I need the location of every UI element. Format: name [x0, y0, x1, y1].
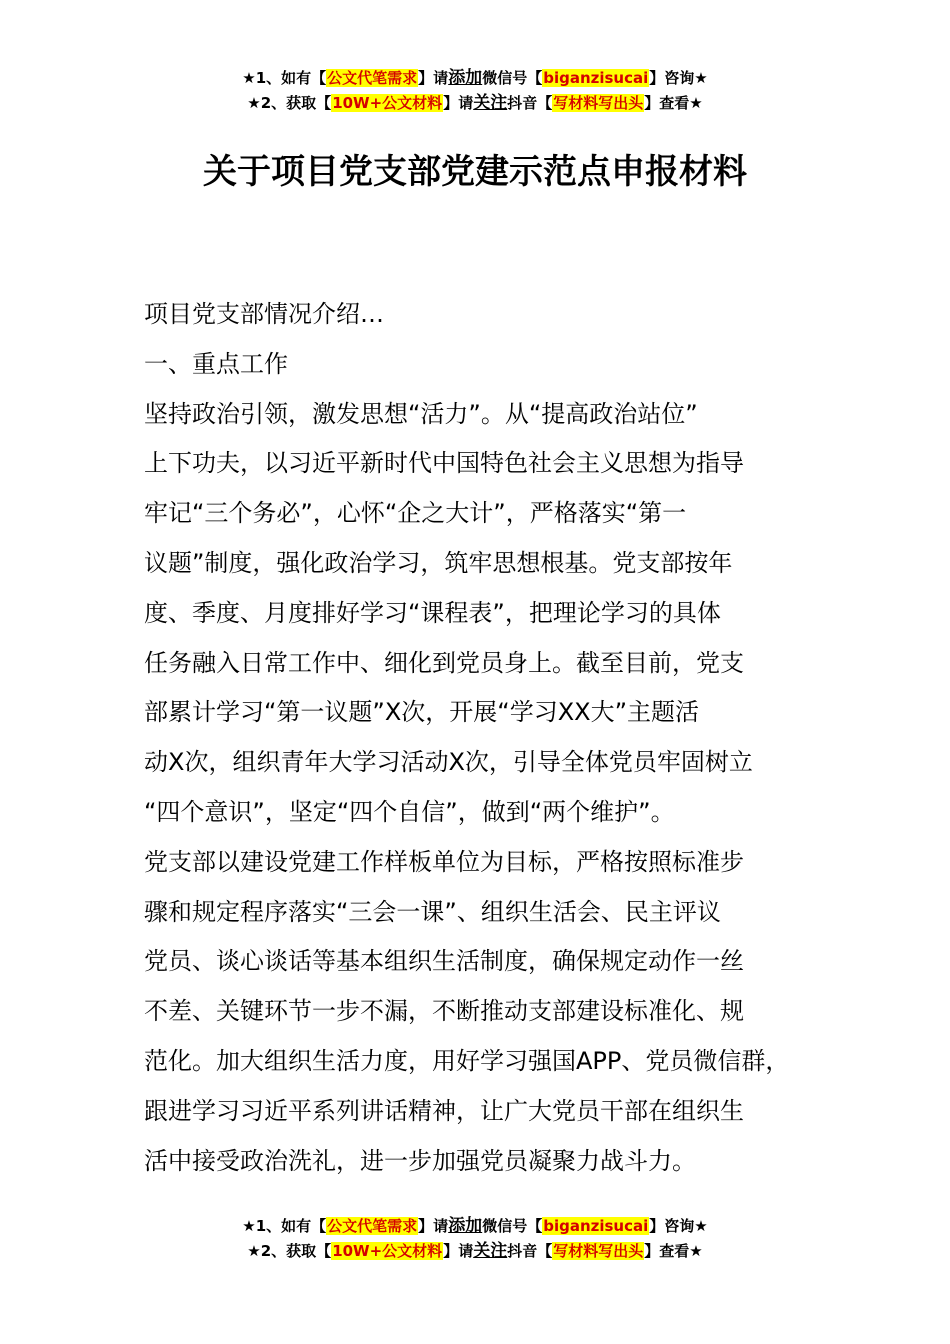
promo-text: 】请 — [418, 1217, 449, 1235]
body-text-line: 党员、谈心谈话等基本组织生活制度，确保规定动作一丝 — [144, 947, 744, 976]
body-text-line: 上下功夫，以习近平新时代中国特色社会主义思想为指导 — [144, 449, 744, 478]
promo-text: 抖音【 — [507, 94, 553, 112]
body-text-line: 议题”制度，强化政治学习，筑牢思想根基。党支部按年 — [144, 548, 733, 577]
promo-wechat-id: biganzisucai — [543, 1217, 649, 1235]
promo-highlight: 公文代笔需求 — [327, 69, 418, 87]
body-text-line: 活中接受政治洗礼，进一步加强党员凝聚力战斗力。 — [144, 1146, 696, 1175]
body-text-line: 党支部以建设党建工作样板单位为目标，严格按照标准步 — [144, 847, 744, 876]
promo-text: 】请 — [418, 69, 449, 87]
promo-line-1 — [0, 1214, 950, 1239]
promo-wechat-id: biganzisucai — [543, 69, 649, 87]
promo-highlight: 写材料写出头 — [553, 94, 644, 112]
promo-text: ★1、如有【 — [242, 69, 327, 87]
promo-emphasis: 关注 — [473, 93, 508, 113]
promo-text: ★2、获取【 — [247, 94, 332, 112]
top-promo-banner — [0, 66, 950, 116]
document-title: 关于项目党支部党建示范点申报材料 — [203, 152, 747, 192]
body-text-line: 跟进学习习近平系列讲话精神，让广大党员干部在组织生 — [144, 1096, 744, 1125]
body-text-line: 动X次，组织青年大学习活动X次，引导全体党员牢固树立 — [144, 748, 753, 777]
promo-text: 】咨询★ — [649, 1217, 708, 1235]
body-text-line: “四个意识”，坚定“四个自信”，做到“两个维护”。 — [144, 797, 675, 826]
promo-highlight: 写材料写出头 — [553, 1242, 644, 1260]
body-text-line: 牢记“三个务必”，心怀“企之大计”，严格落实“第一 — [144, 499, 687, 528]
body-text-line: 部累计学习“第一议题”X次，开展“学习XX大”主题活 — [144, 698, 700, 727]
body-text-line: 范化。加大组织生活力度，用好学习强国APP、党员微信群， — [144, 1046, 790, 1075]
bottom-promo-banner — [0, 1214, 950, 1264]
body-text-line: 任务融入日常工作中、细化到党员身上。截至目前，党支 — [144, 648, 744, 677]
promo-text: 微信号【 — [482, 1217, 543, 1235]
promo-text: 微信号【 — [482, 69, 543, 87]
promo-text: ★2、获取【 — [247, 1242, 332, 1260]
promo-text: 抖音【 — [507, 1242, 553, 1260]
promo-line-1 — [0, 66, 950, 91]
body-text-line: 一、重点工作 — [144, 349, 288, 378]
promo-text: ★1、如有【 — [242, 1217, 327, 1235]
promo-text: 】查看★ — [644, 1242, 703, 1260]
document-body — [144, 290, 834, 1186]
promo-emphasis: 添加 — [448, 68, 483, 88]
body-text-line: 项目党支部情况介绍… — [144, 300, 384, 328]
promo-highlight: 10W+公文材料 — [332, 94, 443, 112]
body-text-line: 不差、关键环节一步不漏，不断推动支部建设标准化、规 — [144, 997, 744, 1026]
promo-text: 】请 — [443, 1242, 474, 1260]
body-text-line: 坚持政治引领，激发思想“活力”。从“提高政治站位” — [144, 399, 698, 428]
promo-line-2 — [0, 1239, 950, 1264]
body-text-line: 骤和规定程序落实“三会一课”、组织生活会、民主评议 — [144, 897, 721, 926]
promo-emphasis: 关注 — [473, 1241, 508, 1261]
promo-line-2 — [0, 91, 950, 116]
body-text-line: 度、季度、月度排好学习“课程表”，把理论学习的具体 — [144, 598, 721, 627]
promo-emphasis: 添加 — [448, 1216, 483, 1236]
promo-text: 】查看★ — [644, 94, 703, 112]
promo-highlight: 公文代笔需求 — [327, 1217, 418, 1235]
promo-text: 】请 — [443, 94, 474, 112]
promo-highlight: 10W+公文材料 — [332, 1242, 443, 1260]
promo-text: 】咨询★ — [649, 69, 708, 87]
